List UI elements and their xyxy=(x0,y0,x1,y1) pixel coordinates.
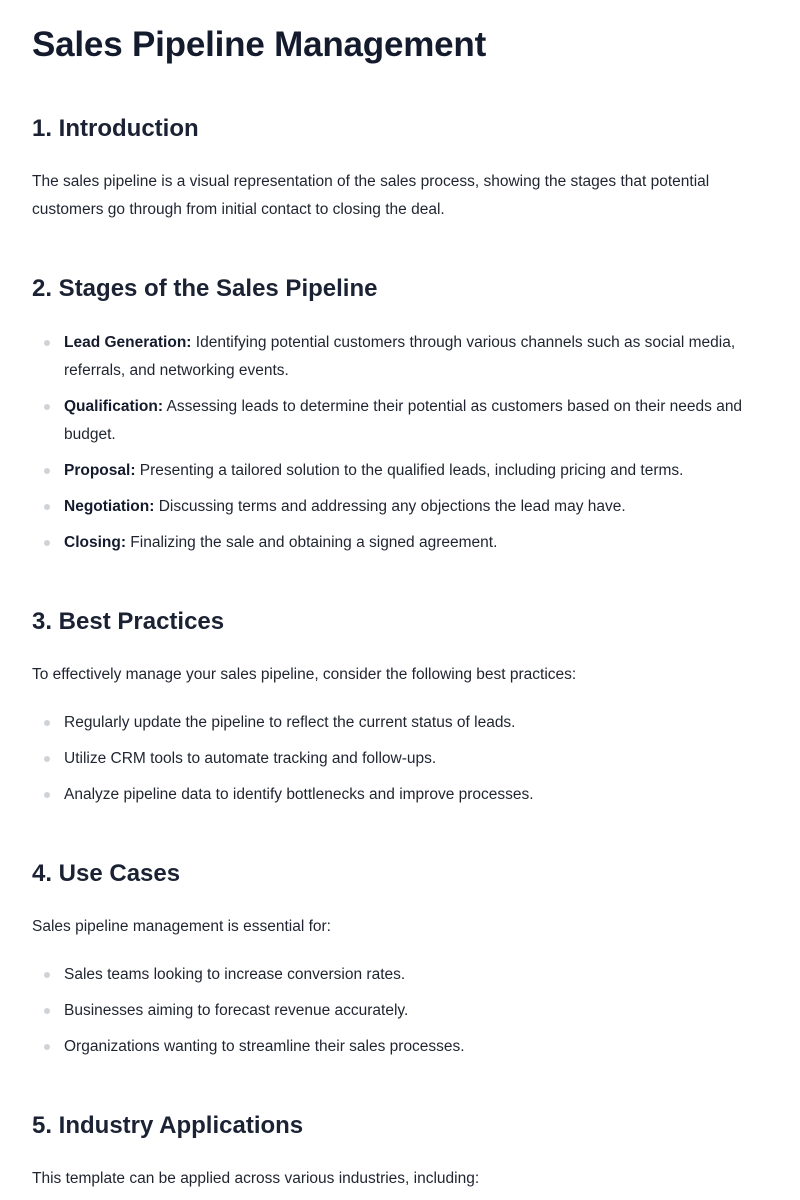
section-best-practices xyxy=(32,607,768,809)
stages-list xyxy=(32,329,768,557)
bullet-icon xyxy=(44,1008,50,1014)
stage-description: Finalizing the sale and obtaining a signed agreement. xyxy=(126,534,498,551)
bullet-icon xyxy=(44,720,50,726)
stage-term: Closing: xyxy=(64,534,126,551)
stage-description: Presenting a tailored solution to the qualified leads, including pricing and terms. xyxy=(135,462,684,479)
bullet-icon xyxy=(44,340,50,346)
list-item-text: Utilize CRM tools to automate tracking and follow-ups. xyxy=(64,750,437,767)
bullet-icon xyxy=(44,540,50,546)
list-item xyxy=(32,997,768,1025)
list-item-text: Sales teams looking to increase conversion rates. xyxy=(64,966,406,983)
list-item-text: Regularly update the pipeline to reflect the current status of leads. xyxy=(64,714,516,731)
use-cases-intro: Sales pipeline management is essential for: xyxy=(32,918,331,935)
best-practices-intro: To effectively manage your sales pipeline, consider the following best practices: xyxy=(32,666,577,683)
section-heading-industry-applications: 5. Industry Applications xyxy=(32,1112,304,1139)
bullet-icon xyxy=(44,504,50,510)
bullet-icon xyxy=(44,972,50,978)
section-heading-best-practices: 3. Best Practices xyxy=(32,608,225,635)
bullet-icon xyxy=(44,792,50,798)
list-item-text: Analyze pipeline data to identify bottlenecks and improve processes. xyxy=(64,786,534,803)
list-item xyxy=(32,961,768,989)
list-item xyxy=(32,781,768,809)
stage-description: Assessing leads to determine their potential as customers based on their needs and budget. xyxy=(64,398,743,443)
list-item-text: Businesses aiming to forecast revenue accurately. xyxy=(64,1002,409,1019)
list-item xyxy=(32,745,768,773)
section-heading-use-cases: 4. Use Cases xyxy=(32,860,181,887)
stage-description: Discussing terms and addressing any objections the lead may have. xyxy=(154,498,626,515)
section-use-cases xyxy=(32,859,768,1061)
page-title: Sales Pipeline Management xyxy=(32,25,487,64)
best-practices-list xyxy=(32,709,768,809)
list-item xyxy=(32,1033,768,1061)
stage-item-qualification xyxy=(32,393,768,449)
use-cases-list xyxy=(32,961,768,1061)
bullet-icon xyxy=(44,1044,50,1050)
section-introduction xyxy=(32,114,768,224)
stage-description: Identifying potential customers through various channels such as social media, referrals, and networking events. xyxy=(64,334,736,379)
section-stages xyxy=(32,274,768,557)
bullet-icon xyxy=(44,756,50,762)
list-item-text: Organizations wanting to streamline their sales processes. xyxy=(64,1038,465,1055)
stage-term: Qualification: xyxy=(64,398,164,415)
bullet-icon xyxy=(44,468,50,474)
stage-item-lead-generation xyxy=(32,329,768,385)
bullet-icon xyxy=(44,404,50,410)
industry-intro: This template can be applied across various industries, including: xyxy=(32,1170,480,1187)
stage-item-proposal xyxy=(32,457,768,485)
section-industry-applications xyxy=(32,1111,768,1193)
section-heading-introduction: 1. Introduction xyxy=(32,115,199,142)
stage-item-negotiation xyxy=(32,493,768,521)
stage-term: Negotiation: xyxy=(64,498,155,515)
stage-item-closing xyxy=(32,529,768,557)
stage-term: Lead Generation: xyxy=(64,334,192,351)
stage-term: Proposal: xyxy=(64,462,136,479)
section-heading-stages: 2. Stages of the Sales Pipeline xyxy=(32,275,378,302)
introduction-paragraph: The sales pipeline is a visual representation of the sales process, showing the stages that potential customers go through from initial contact to closing the deal. xyxy=(32,173,710,218)
list-item xyxy=(32,709,768,737)
